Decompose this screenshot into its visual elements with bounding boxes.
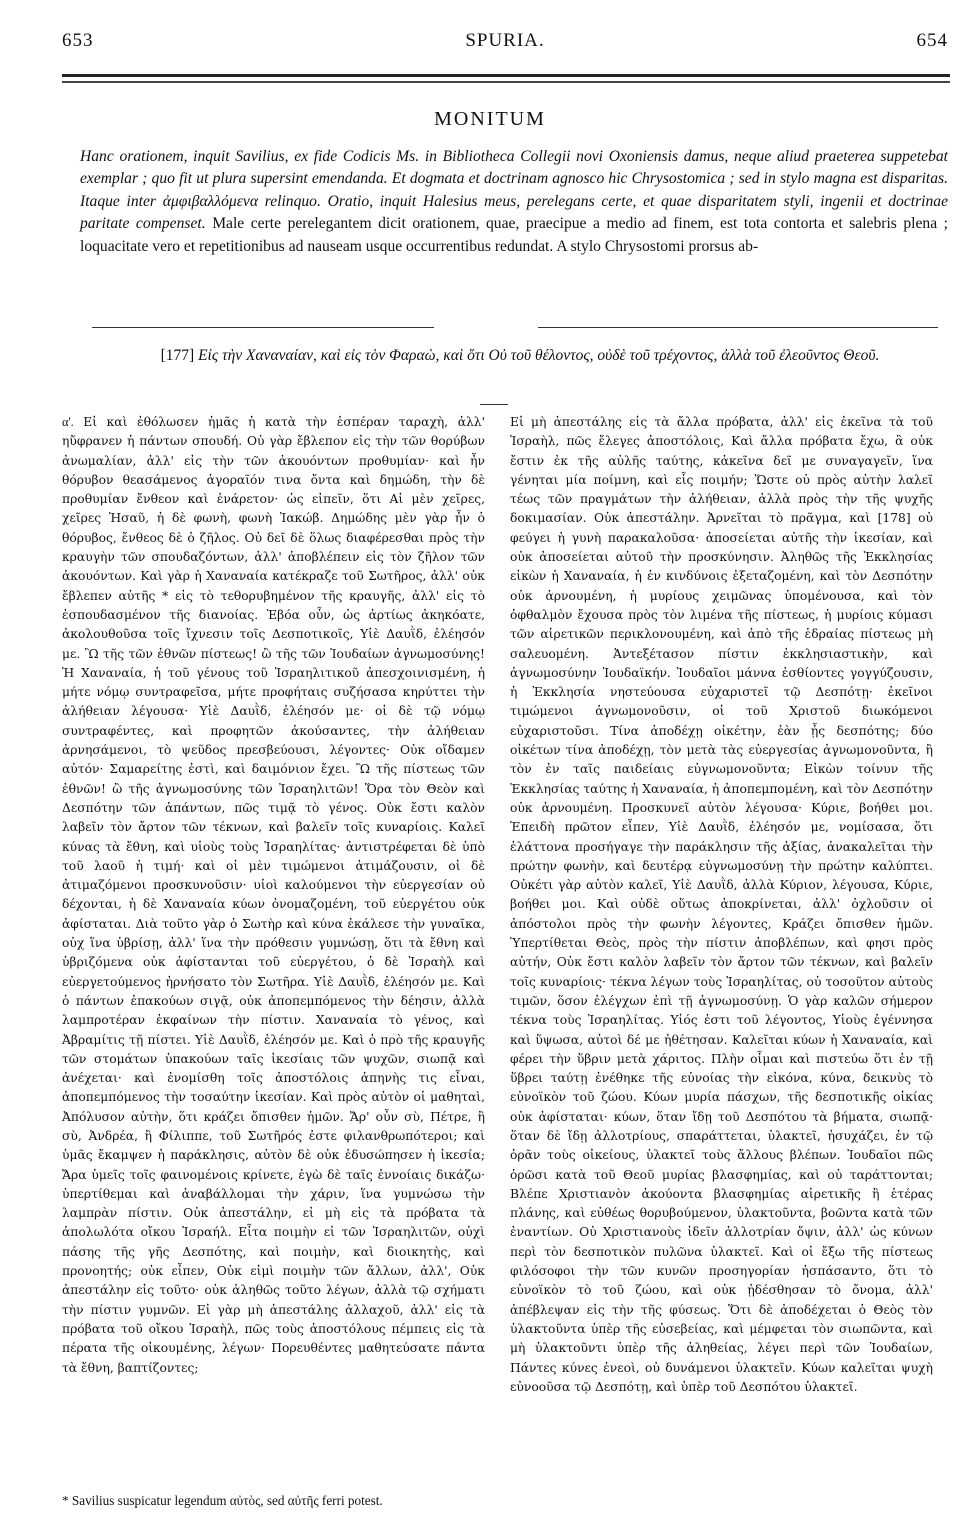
right-column (510, 413, 933, 1397)
left-column (62, 413, 485, 1378)
left-page-number: 653 (62, 30, 94, 51)
monitum-roman-text: Male certe perelegantem dicit orationem, quae, praecipue a medio ad finem, est tota contorta et salebris plena ; loquacitate vero et repetitionibus ad nauseam usque occurrentibus redundat. A stylo Chrysostomi prorsus ab- (80, 215, 949, 255)
homily-title-text: Εἰς τὴν Χαναναίαν, καὶ εἰς τὸν Φαραὼ, καὶ ὅτι Οὐ τοῦ θέλοντος, οὐδὲ τοῦ τρέχοντος, ἀλλὰ τοῦ ἐλεοῦντος Θεοῦ. (198, 347, 880, 364)
page-header (62, 30, 948, 56)
right-page-number: 654 (916, 30, 948, 51)
left-column-paragraph (62, 413, 485, 1378)
running-title: SPURIA. (465, 30, 545, 51)
footnote: * Savilius suspicatur legendum αὐτὸς, sed αὐτῆς ferri potest. (62, 1493, 383, 1508)
section-number: α'. (62, 415, 74, 429)
monitum-title: MONITUM (434, 108, 546, 130)
homily-page-reference: [177] (160, 347, 195, 364)
monitum-paragraph (80, 146, 948, 258)
monitum-italic-text: Hanc orationem, inquit Savilius, ex fide Codicis Ms. in Bibliotheca Collegii novi Oxoniensis damus, neque aliud praeterea suppetebat exemplar ; quo fit ut plura supersint emendanda. Et dogmata et doctrinam agnosco hic Chrysostomica ; sed in stylo magna est disparitas. Itaque inter ἀμφιβαλλόμενα relinquo. Oratio, inquit Halesius meus, perelegans certe, et quae disparitatem styli, ingenii et doctrinae paritate compenset. (80, 148, 948, 233)
separator-rule-right (538, 327, 938, 328)
header-double-rule (62, 74, 950, 82)
left-column-text: Εἰ καὶ ἐθόλωσεν ἡμᾶς ἡ κατὰ τὴν ἑσπέραν ταραχὴ, ἀλλ' ηὔφρανεν ἡ πάντων σπουδή. Οὐ γὰρ ἔβλεπον εἰς τὴν τῶν θορύβων ἀνωμαλίαν, ἀλλ' εἰς τὴν τῶν ἀκουόντων προθυμίαν· καὶ ἦν θόρυβον θεασάμενος ἀγοραῖόν τινα ὄντα καὶ δημώδη, τὴν δὲ προθυμίαν ἔνθεον καὶ ἐνάρετον· ὡς εἰπεῖν, ὅτι Αἱ μὲν χεῖρες, χεῖρες Ἠσαῦ, ἡ δὲ φωνὴ, φωνὴ Ἰακώβ. Δημώδης μὲν γὰρ ἦν ὁ θόρυβος, ἔνθεος δὲ ὁ ζῆλος. Οὐ δεῖ δὲ ὅλως διαφέρεσθαι πρὸς τὴν κραυγὴν τῶν σπουδαζόντων, ἀλλ' ἀποβλέπειν εἰς τὸν ζῆλον τῶν ἀκουόντων. Καὶ γὰρ ἡ Χαναναία κατέκραζε τοῦ Σωτῆρος, ἀλλ' οὐκ ἔβλεπεν αὐτῆς * εἰς τὸ τεθορυβημένον τῆς κραυγῆς, ἀλλ' εἰς τὸ ἐσπουδασμένον τῆς διανοίας. Ἐβόα οὖν, ὡς ἀρτίως ἀκηκόατε, ἀκολουθοῦσα τοῖς ἴχνεσιν τοῖς Δεσποτικοῖς, Υἱὲ Δαυῒδ, ἐλέησόν με. Ὢ τῆς τῶν ἐθνῶν πίστεως! ὢ τῆς τῶν Ἰουδαίων ἀγνωμοσύνης! Ἡ Χαναναία, ἡ τοῦ γένους τοῦ Ἰσραηλιτικοῦ ἀπεσχοινισμένη, ἡ μήτε νόμῳ συντραφεῖσα, μήτε προφήταις συζήσασα κηρύττει τὴν ἀλήθειαν λέγουσα· Υἱὲ Δαυῒδ, ἐλέησόν με· οἱ δὲ τῷ νόμῳ συντραφέντες, καὶ προφητῶν ἀκούσαντες, τὴν ἀλήθειαν ἀρνησάμενοι, τὸ ψεῦδος πρεσβεύουσι, λέγοντες· Οὐκ οἴδαμεν αὐτόν· Σαμαρείτης ἐστὶ, καὶ δαιμόνιον ἔχει. Ὢ τῆς πίστεως τῶν ἐθνῶν! ὢ τῆς ἀγνωμοσύνης τῶν Ἰσραηλιτῶν! Ὅρα τὸν Θεὸν καὶ Δεσπότην τῶν ἁπάντων, πῶς τιμᾷ τὸ γένος. Οὐκ ἔστι καλὸν λαβεῖν τὸν ἄρτον τῶν τέκνων, καὶ βαλεῖν τοῖς κυναρίοις. Καλεῖ κύνας τὰ ἔθνη, καὶ υἱοὺς τοὺς Ἰσραηλίτας· ἀντιστρέφεται δὲ ὑπὸ τοῦ λαοῦ ἡ τιμή· καὶ οἱ μὲν τιμώμενοι ἀτιμάζουσιν, οἱ δὲ ἀτιμαζόμενοι προσκυνοῦσιν· υἱοὶ καλούμενοι τὴν εὐεργεσίαν οὐ δέχονται, ἡ δὲ Χαναναία κύων ὀνομαζομένη, τοῦ εὐεργέτου οὐκ ἀφίσταται. Διὰ τοῦτο γὰρ ὁ Σωτὴρ καὶ κύνα ἐκάλεσε τὴν γυναῖκα, οὐχ ἵνα ὑβρίσῃ, ἀλλ' ἵνα τὴν πρόθεσιν γυμνώσῃ, ὅτι τὰ ἔθνη καὶ ὑβριζόμενα οὐκ ἀφίστανται τοῦ εὐεργέτου, ὁ δὲ Ἰσραὴλ καὶ εὐεργετούμενος ἠρνήσατο τὸν Σωτῆρα. Υἱὲ Δαυῒδ, ἐλέησόν με. Καὶ ὁ πάντων ἐπακούων σιγᾷ, οὐκ ἀποπεμπόμενος τὴν δέησιν, ἀλλὰ λαμπροτέραν ἐκφαίνων τὴν πίστιν. Χαναναία τὸ γένος, καὶ Ἀβραμίτις τῇ πίστει. Υἱὲ Δαυῒδ, ἐλέησόν με. Καὶ ὁ πρὸ τῆς κραυγῆς τῶν στομάτων ὑπακούων ταῖς ἱκεσίαις τῶν ψυχῶν, σιωπᾷ καὶ ἀνέχεται· καὶ ἐνομίσθη τοῖς ἀποστόλοις ἀπηνὴς τις εἶναι, ἀποπεμπόμενος τὴν τοσαύτην ἱκεσίαν. Καὶ πρὸς αὐτὸν οἱ μαθηταὶ, Ἀπόλυσον αὐτὴν, ὅτι κράζει ὄπισθεν ἡμῶν. Ἄρ' οὖν σὺ, Πέτρε, ἢ σὺ, Ἀνδρέα, ἢ Φίλιππε, τοῦ Σωτῆρός ἐστε φιλανθρωπότεροι; καὶ ὑμᾶς ἔκαμψεν ἡ παράκλησις, αὐτὸν δὲ οὐκ ἐδυσώπησεν ἡ ἱκεσία; Ἄρα ὑμεῖς τοῖς φαινομένοις κρίνετε, ἐγὼ δὲ ταῖς ἐννοίαις δικάζω· ὑπερτίθεμαι καὶ ἀναβάλλομαι τὴν χάριν, ἵνα γυμνώσω τὴν λαμπρὰν πίστιν. Οὐκ ἀπεστάλην, εἰ μὴ εἰς τὰ πρόβατα τὰ ἀπολωλότα οἴκου Ἰσραήλ. Εἶτα ποιμὴν εἰ τῶν Ἰσραηλιτῶν, οὐχὶ πάσης τῆς γῆς Δεσπότης, καὶ ποιμὴν, καὶ διοικητὴς, καὶ προνοητής; οὐκ εἶπεν, Οὐκ εἰμὶ ποιμὴν τῶν ἄλλων, ἀλλ', Οὐκ ἀπεστάλην εἰς τοῦτο· οὐκ ἀληθῶς τοῦτο λέγων, ἀλλὰ τῷ σχήματι τὴν πίστιν γυμνῶν. Εἰ γὰρ μὴ ἀπεστάλης ἀλλαχοῦ, ἀλλ' εἰς τὰ πρόβατα τοῦ οἴκου Ἰσραὴλ, πῶς τοὺς ἀποστόλους πέμπεις εἰς τὰ πέρατα τῆς οἰκουμένης, λέγων· Πορευθέντες μαθητεύσατε πάντα τὰ ἔθνη, βαπτίζοντες; (62, 415, 485, 1375)
right-column-text: Εἰ μὴ ἀπεστάλης εἰς τὰ ἄλλα πρόβατα, ἀλλ' εἰς ἐκεῖνα τὰ τοῦ Ἰσραὴλ, πῶς ἔλεγες ἀποστόλοις, Καὶ ἄλλα πρόβατα ἔχω, ἃ οὐκ ἔστιν ἐκ τῆς αὐλῆς ταύτης, κἀκεῖνα δεῖ με συναγαγεῖν, ἵνα γένηται μία ποίμνη, καὶ εἷς ποιμήν; Ὥστε οὐ πρὸς αὐτὴν λαλεῖ τέως τῶν πραγμάτων τὴν ἀλήθειαν, ἀλλὰ πρὸς τὴν τῆς ψυχῆς δοκιμασίαν. Οὐκ ἀπεστάλην. Ἀρνεῖται τὸ πρᾶγμα, καὶ [178] οὐ φεύγει ἡ γυνὴ παρακαλοῦσα· ἀποσείεται αὐτῆς τὴν ἱκεσίαν, καὶ οὐκ ἀποσείεται αὐτοῦ τὴν προσκύνησιν. Ἀληθῶς τῆς Ἐκκλησίας εἰκὼν ἡ Χαναναία, ἡ ἐν κινδύνοις ἐξεταζομένη, καὶ τὸν Δεσπότην οὐκ ἀρνουμένη, ἡ μυρίους χειμῶνας ὑπομένουσα, καὶ τὸν ὀφθαλμὸν ἔχουσα πρὸς τὸν λιμένα τῆς πίστεως, ἡ μυρίοις κύμασι τῶν αἱρετικῶν περικλονουμένη, καὶ ἀπὸ τῆς ἑδραίας πίστεως μὴ σαλευομένη. Ἀντεξέτασον πίστιν ἐκκλησιαστικὴν, καὶ ἀγνωμοσύνην Ἰουδαϊκήν. Ἰουδαῖοι μάννα ἐσθίοντες γογγύζουσιν, ἡ Ἐκκλησία νηστεύουσα εὐχαριστεῖ τῷ Δεσπότῃ· ἐκεῖνοι τιμώμενοι ἀγνωμονοῦσιν, οἱ τοῦ Χριστοῦ διωκόμενοι εὐχαριστοῦσι. Τίνα ἀποδέχῃ οἰκέτην, ἐὰν ᾖς δεσπότης; δύο οἰκέτων τίνα ἀποδέχῃ, τὸν μετὰ τὰς εὐεργεσίας ἀγνωμονοῦντα, ἢ τὸν ἐν ταῖς παιδείαις εὐγνωμονοῦντα; Εἰκὼν τοίνυν τῆς Ἐκκλησίας ταύτης ἡ Χαναναία, ἡ ἀποπεμπομένη, καὶ τὸν Δεσπότην οὐκ ἀρνουμένη. Προσκυνεῖ αὐτὸν λέγουσα· Κύριε, βοήθει μοι. Ἐπειδὴ πρῶτον εἶπεν, Υἱὲ Δαυῒδ, ἐλέησόν με, νομίσασα, ὅτι ἐλάττονα προσήγαγε τὴν παράκλησιν τῆς ἀξίας, ἀνακαλεῖται τὴν πρώτην φωνὴν, καὶ δευτέρᾳ εὐγνωμοσύνῃ τὴν πρώτην καλύπτει. Οὐκέτι γὰρ αὐτὸν καλεῖ, Υἱὲ Δαυῒδ, ἀλλὰ Κύριον, λέγουσα, Κύριε, βοήθει μοι. Καὶ οὐδὲ οὕτως ἀποκρίνεται, ἀλλ' ὀχλοῦσιν οἱ ἀπόστολοι πρὸς τὴν φωνὴν λέγοντες, Κράζει ὄπισθεν ἡμῶν. Ὑπερτίθεται Θεὸς, πρὸς τὴν πίστιν ἀποβλέπων, καὶ φησι πρὸς αὐτήν, Οὐκ ἔστι καλὸν λαβεῖν τὸν ἄρτον τῶν τέκνων, καὶ βαλεῖν τοῖς κυναρίοις· τέκνα λέγων τοὺς Ἰσραηλίτας, οὐ τοσοῦτον αὐτοὺς τιμῶν, ὅσον ἐλέγχων ἐπὶ τῇ ἀγνωμοσύνῃ. Ὁ γὰρ καλῶν σήμερον τέκνα τοὺς Ἰσραηλίτας. Υἱός ἐστι τοῦ λέγοντος, Υἱοὺς ἐγέννησα καὶ ὕψωσα, αὐτοὶ δέ με ἠθέτησαν. Καλεῖται κύων ἡ Χαναναία, καὶ φέρει τὴν ὕβριν μετὰ χάριτος. Πλὴν οἶμαι καὶ πιστεύω ὅτι ἐν τῇ ὕβρει ταύτῃ ἐνέθηκε τῆς εὐνοίας τὴν εἰκόνα, κύνα, δεικνὺς τὸ εὐνοϊκὸν τοῦ ζώου. Κύων μυρία πάσχων, τῆς δεσποτικῆς οἰκίας οὐκ ἀφίσταται· κύων, ὅταν ἴδῃ τοῦ Δεσπότου τὰ βήματα, σιωπᾷ· ὅταν δὲ ἴδῃ ἀλλοτρίους, σπαράττεται, ὑλακτεῖ, ἡσυχάζει, ἐν τῷ ὁρᾶν τοὺς οἰκείους, ὑλακτεῖ τοὺς ἄλλους βλέπων. Ἰουδαῖοι πῶς ὁρῶσι κατὰ τοῦ Θεοῦ μυρίας βλασφημίας, καὶ οὐ ταράττονται; Βλέπε Χριστιανὸν ἀκούοντα βλασφημίας αἱρετικῆς ἢ ἑτέρας πλάνης, καὶ εὐθέως θορυβούμενον, ὑλακτοῦντα, βοῶντα κατὰ τῶν ἐναντίων. Οὐ Χριστιανοὺς ἰδεῖν ἀλλοτρίαν ὄψιν, ἀλλ' ὡς κύνων περὶ τὸν δεσποτικὸν πυλῶνα ὑλακτεῖ. Καὶ οἱ ἔξω τῆς πίστεως φιλόσοφοι τὴν τῶν κυνῶν προσηγορίαν ἠσπάσαντο, ὅτι τὸ εὐνοϊκὸν τὸ τοῦ ζώου, καὶ οὐκ ᾐδέσθησαν τὸ ὄνομα, ἀλλ' ἀπέβλεψαν εἰς τὴν τῆς φύσεως. Ὅτι δὲ ἀποδέχεται ὁ Θεὸς τὸν ὑλακτοῦντα ὑπὲρ τῆς εὐσεβείας, καὶ μέμφεται τὸν σιωπῶντα, καὶ μὴ ὑλακτοῦντι ὑπὲρ τῆς ἀληθείας, λέγει περὶ τῶν Ἰουδαίων, Πάντες κύνες ἐνεοὶ, οὐ δυνάμενοι ὑλακτεῖν. Κύων καλεῖται ψυχὴ εὐνοοῦσα τῷ Δεσπότῃ, καὶ ὑπὲρ τοῦ Δεσπότου ὑλακτεῖ. (510, 415, 933, 1394)
header-thin-rule (62, 82, 950, 83)
homily-title (80, 346, 960, 365)
separator-rule-left (92, 327, 434, 328)
title-dash (480, 404, 508, 405)
